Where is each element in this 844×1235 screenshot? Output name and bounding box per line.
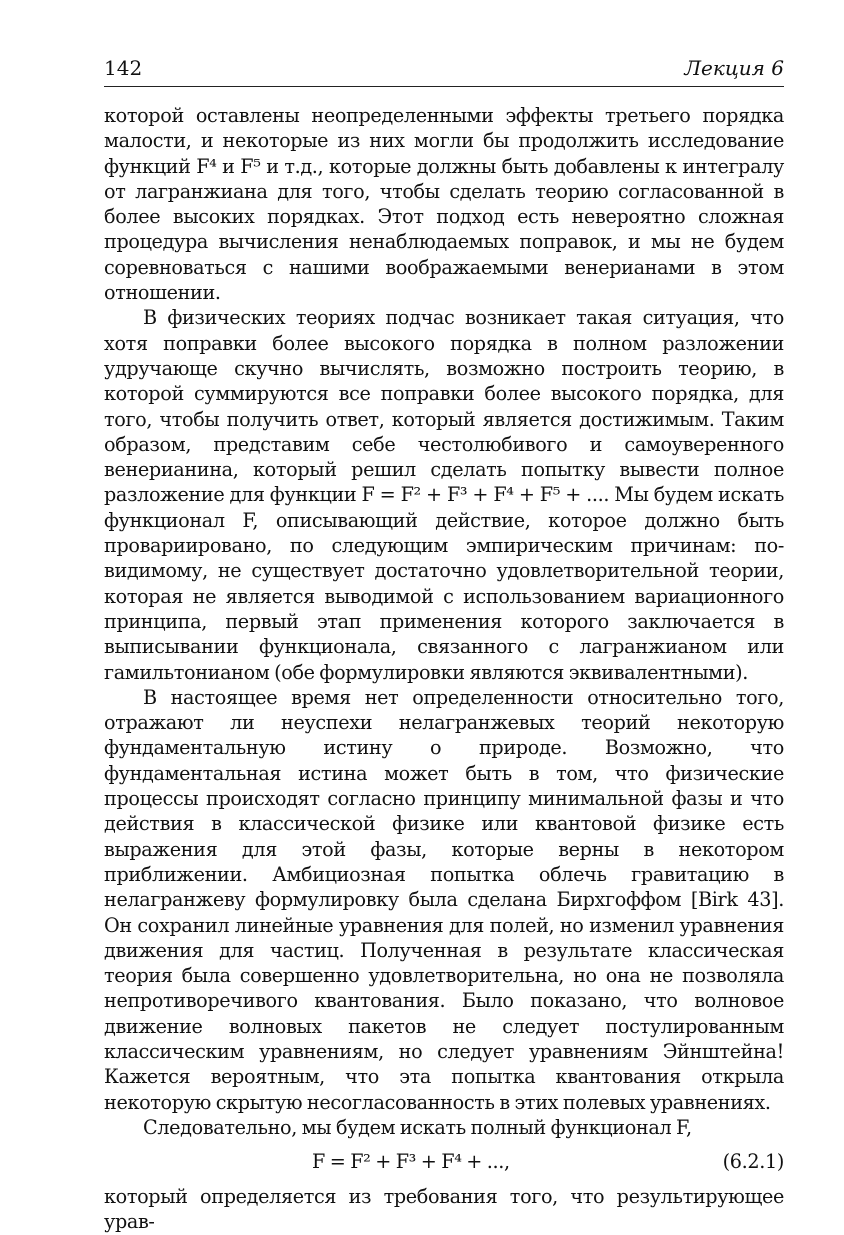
equation-number: (6.2.1): [722, 1150, 784, 1174]
equation-formula: F = F² + F³ + F⁴ + ...,: [312, 1150, 510, 1174]
paragraph-3: В настоящее время нет определенности относительно того, отражают ли неуспехи нелагранжевых теорий некоторую фундаментальную истину о природе. Возможно, что фундаментальная истина может быть в том, что физические процессы происходят согласно принципу минимальной фазы и что действия в классической физике или квантовой физике есть выражения для этой фазы, которые верны в некотором приближении. Амбициозная попытка облечь гравитацию в нелагранжеву формулировку была сделана Бирхгоффом [Birk 43]. Он сохранил линейные уравнения для полей, но изменил уравнения движения для частиц. Полученная в результате классическая теория была совершенно удовлетворительна, но она не позволяла непротиворечивого квантования. Было показано, что волновое движение волновых пакетов не следует постулированным классическим уравнениям, но следует уравнениям Эйнштейна! Кажется вероятным, что эта попытка квантования открыла некоторую скрытую несогласованность в этих полевых уравнениях.: [104, 685, 784, 1114]
running-title: Лекция 6: [684, 56, 784, 80]
closing-line: который определяется из требования того, что результирующее урав-: [104, 1185, 784, 1234]
paragraph-1: которой оставлены неопределенными эффекты третьего порядка малости, и некоторые из них могли бы продолжить исследование функций F⁴ и F⁵ и т.д., которые должны быть добавлены к интегралу от лагранжиана для того, чтобы сделать теорию согласованной в более высоких порядках. Этот подход есть невероятно сложная процедура вычисления ненаблюдаемых поправок, и мы не будем соревноваться с нашими воображаемыми венерианами в этом отношении.: [104, 104, 784, 305]
paragraph-4: Следовательно, мы будем искать полный функционал F,: [143, 1115, 692, 1139]
body-text: [104, 103, 784, 1235]
book-page: [104, 56, 784, 1235]
paragraph-2: В физических теориях подчас возникает такая ситуация, что хотя поправки более высокого порядка в полном разложении удручающе скучно вычислять, возможно построить теорию, в которой суммируются все поправки более высокого порядка, для того, чтобы получить ответ, который является достижимым. Таким образом, представим себе честолюбивого и самоуверенного венерианина, который решил сделать попытку вывести полное разложение для функции F = F² + F³ + F⁴ + F⁵ + .... Мы будем искать функционал F, описывающий действие, которое должно быть провариировано, по следующим эмпирическим причинам: по-видимому, не существует достаточно удовлетворительной теории, которая не является выводимой с использованием вариационного принципа, первый этап применения которого заключается в выписывании функционала, связанного с лагранжианом или гамильтонианом (обе формулировки являются эквивалентными).: [104, 306, 784, 684]
equation-block: [104, 1142, 784, 1184]
page-number: 142: [104, 56, 143, 80]
page-header: [104, 56, 784, 87]
